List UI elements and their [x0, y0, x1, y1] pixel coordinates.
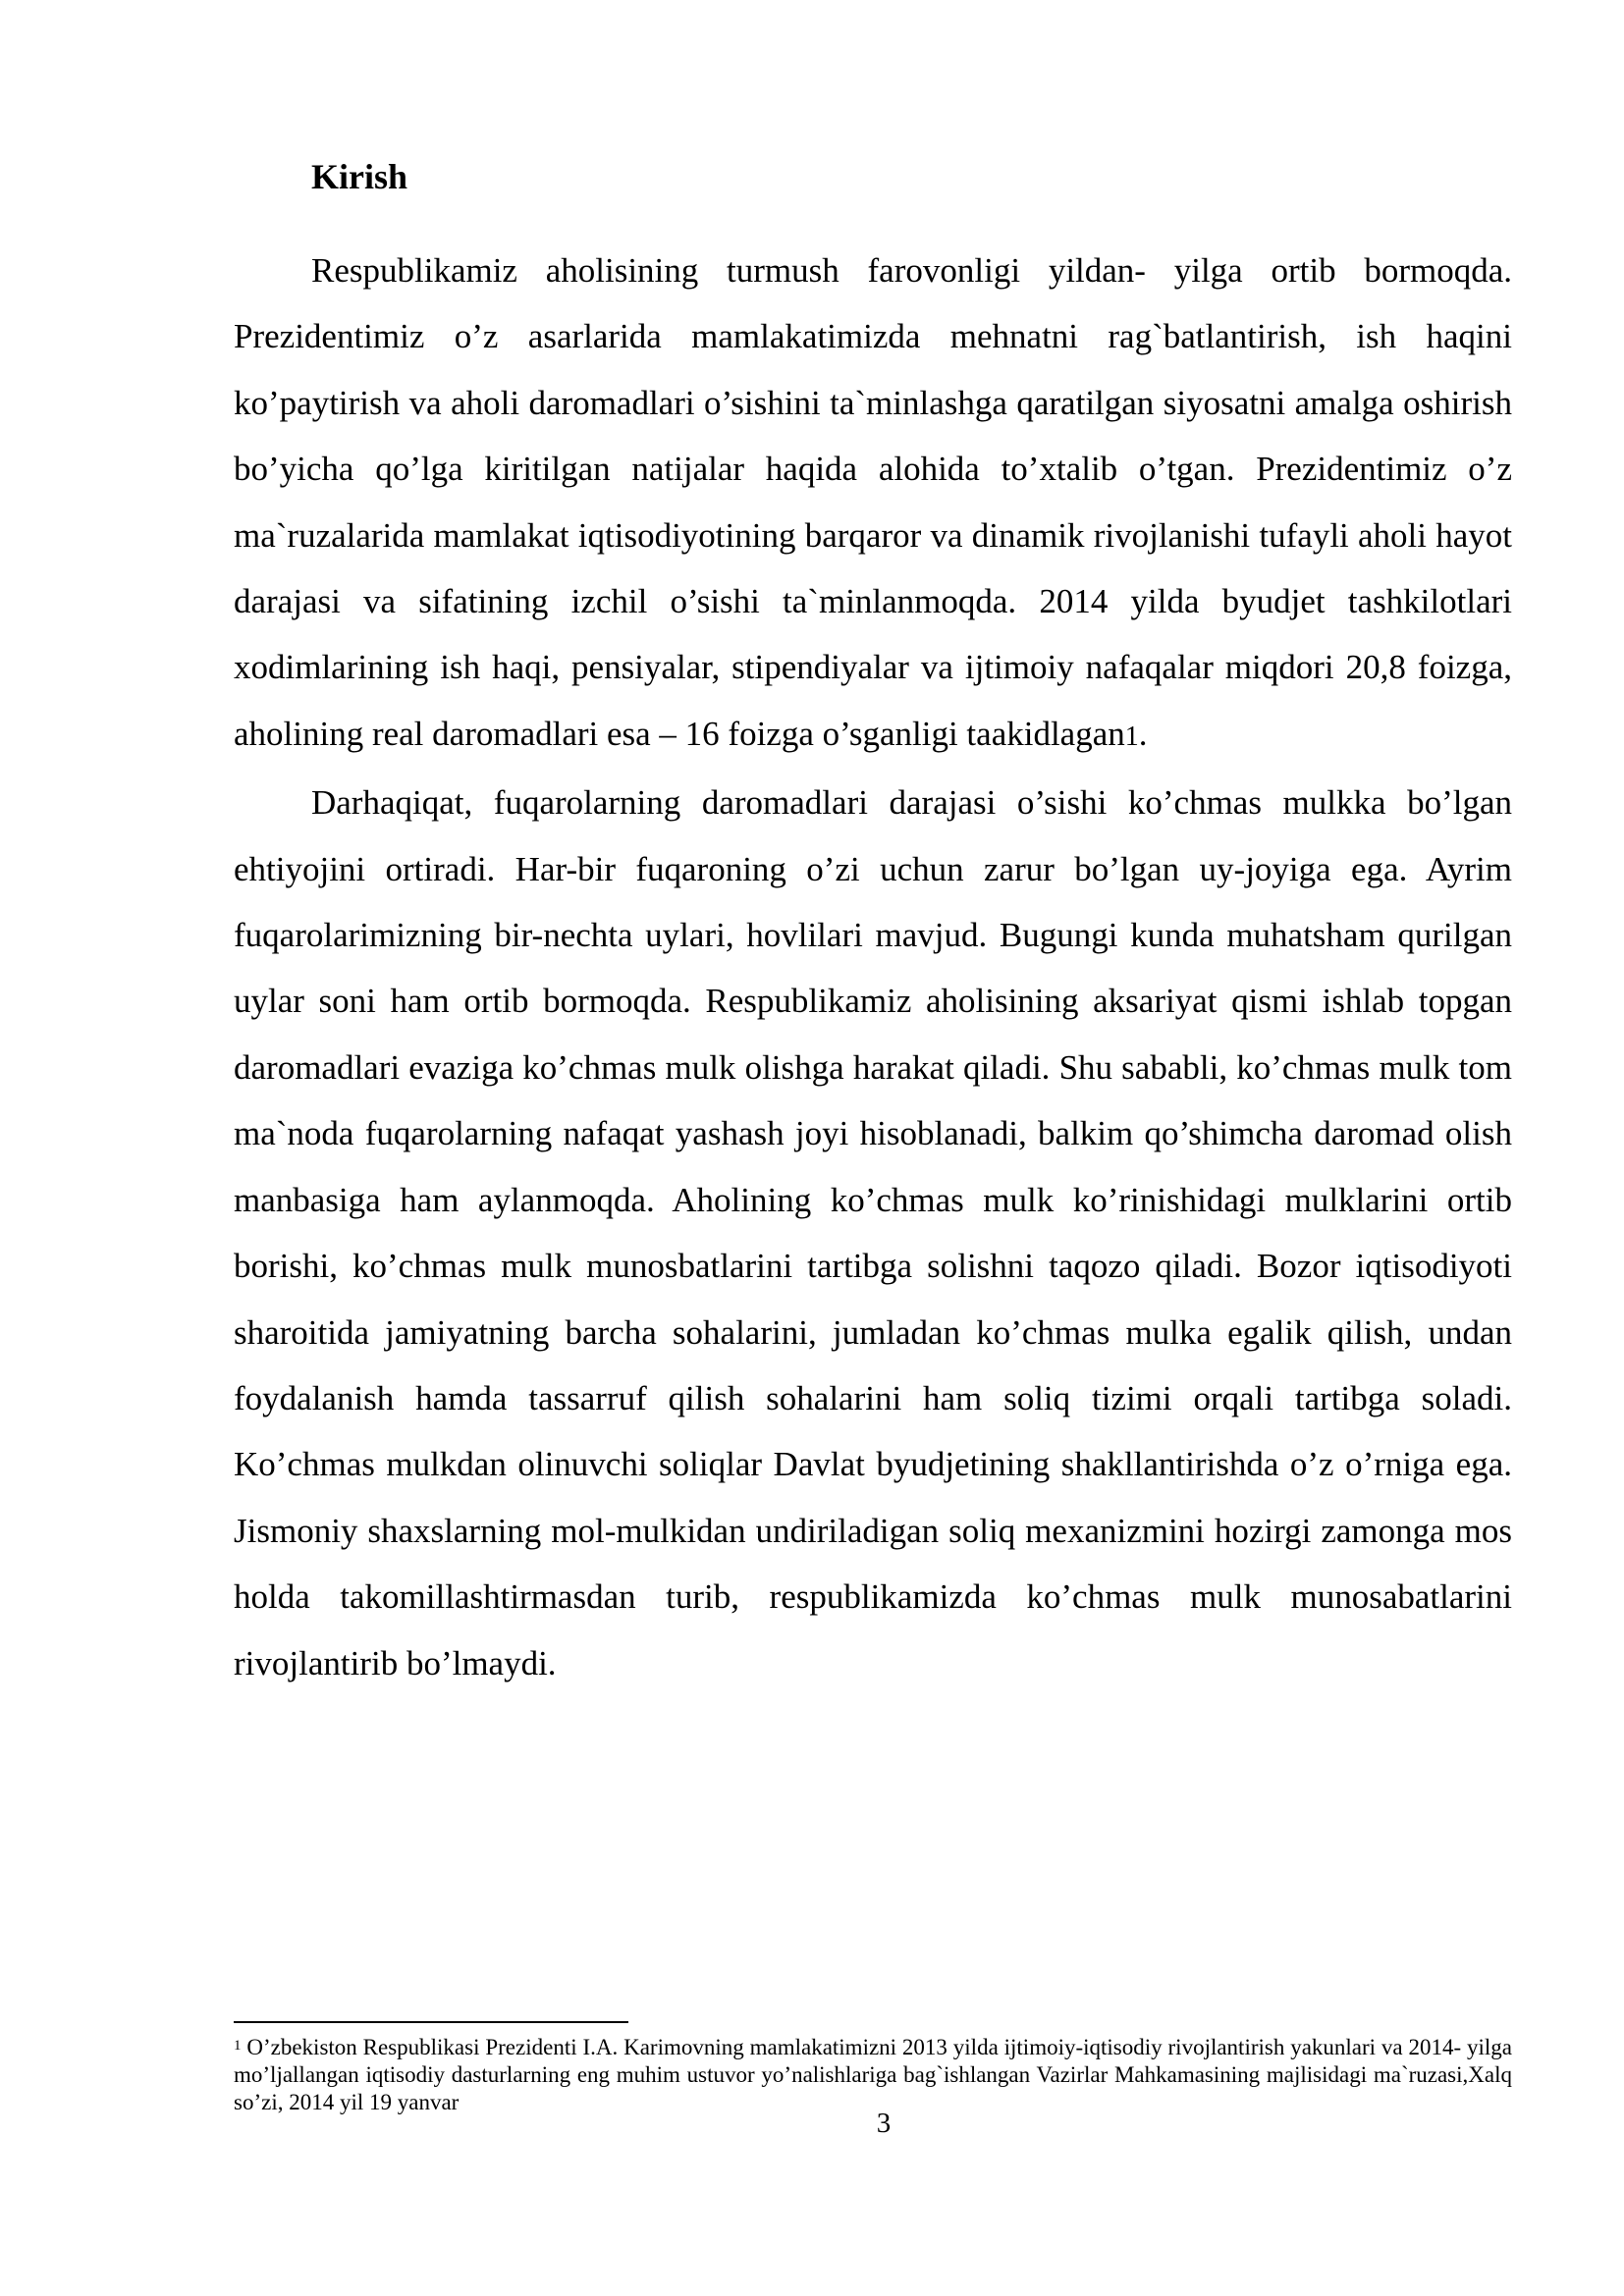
paragraph-intro: [234, 238, 1512, 770]
footnote-marker: 1: [234, 2038, 242, 2054]
footnote-reference[interactable]: 1: [1124, 721, 1139, 752]
footnote-separator: [234, 2021, 628, 2023]
paragraph-intro-end: .: [1138, 714, 1148, 753]
paragraph-main: Darhaqiqat, fuqarolarning daromadlari darajasi o’sishi ko’chmas mulkka bo’lgan ehtiyojini ortiradi. Har-bir fuqaroning o’zi uchun zarur bo’lgan uy-joyiga ega. Ayrim fuqarolarimizning bir-nechta uylari, hovlilari mavjud. Bugungi kunda muhatsham qurilgan uylar soni ham ortib bormoqda. Respublikamiz aholisining aksariyat qismi ishlab topgan daromadlari evaziga ko’chmas mulk olishga harakat qiladi. Shu sababli, ko’chmas mulk tom ma`noda fuqarolarning nafaqat yashash joyi hisoblanadi, balkim qo’shimcha daromad olish manbasiga ham aylanmoqda. Aholining ko’chmas mulk ko’rinishidagi mulklarini ortib borishi, ko’chmas mulk munosbatlarini tartibga solishni taqozo qiladi. Bozor iqtisodiyoti sharoitida jamiyatning barcha sohalarini, jumladan ko’chmas mulka egalik qilish, undan foydalanish hamda tassarruf qilish sohalarini ham soliq tizimi orqali tartibga soladi. Ko’chmas mulkdan olinuvchi soliqlar Davlat byudjetining shakllantirishda o’z o’rniga ega. Jismoniy shaxslarning mol-mulkidan undiriladigan soliq mexanizmini hozirgi zamonga mos holda takomillashtirmasdan turib, respublikamizda ko’chmas mulk munosabatlarini rivojlantirib bo’lmaydi.: [234, 783, 1512, 1682]
paragraph-intro-text: Respublikamiz aholisining turmush farovonligi yildan- yilga ortib bormoqda. Prezidentimiz o’z asarlarida mamlakatimizda mehnatni rag`batlantirish, ish haqini ko’paytirish va aholi daromadlari o’sishini ta`minlashga qaratilgan siyosatni amalga oshirish bo’yicha qo’lga kiritilgan natijalar haqida alohida to’xtalib o’tgan. Prezidentimiz o’z ma`ruzalarida mamlakat iqtisodiyotining barqaror va dinamik rivojlanishi tufayli aholi hayot darajasi va sifatining izchil o’sishi ta`minlanmoqda. 2014 yilda byudjet tashkilotlari xodimlarining ish haqi, pensiyalar, stipendiyalar va ijtimoiy nafaqalar miqdori 20,8 foizga, aholining real daromadlari esa – 16 foizga o’sganligi taakidlagan: [234, 251, 1512, 753]
section-heading: Kirish: [311, 157, 408, 196]
page-number: 3: [876, 2108, 892, 2139]
body-text: [234, 238, 1512, 1696]
footnote: [234, 2034, 1512, 2116]
footnote-text: O’zbekiston Respublikasi Prezidenti I.A. Karimovning mamlakatimizni 2013 yilda ijtimoiy-iqtisodiy rivojlantirish yakunlari va 2014- yilga mo’ljallangan iqtisodiy dasturlarning eng muhim ustuvor yo’nalishlariga bag`ishlangan Vazirlar Mahkamasining majlisidagi ma`ruzasi,Xalq so’zi, 2014 yil 19 yanvar: [234, 2035, 1513, 2114]
